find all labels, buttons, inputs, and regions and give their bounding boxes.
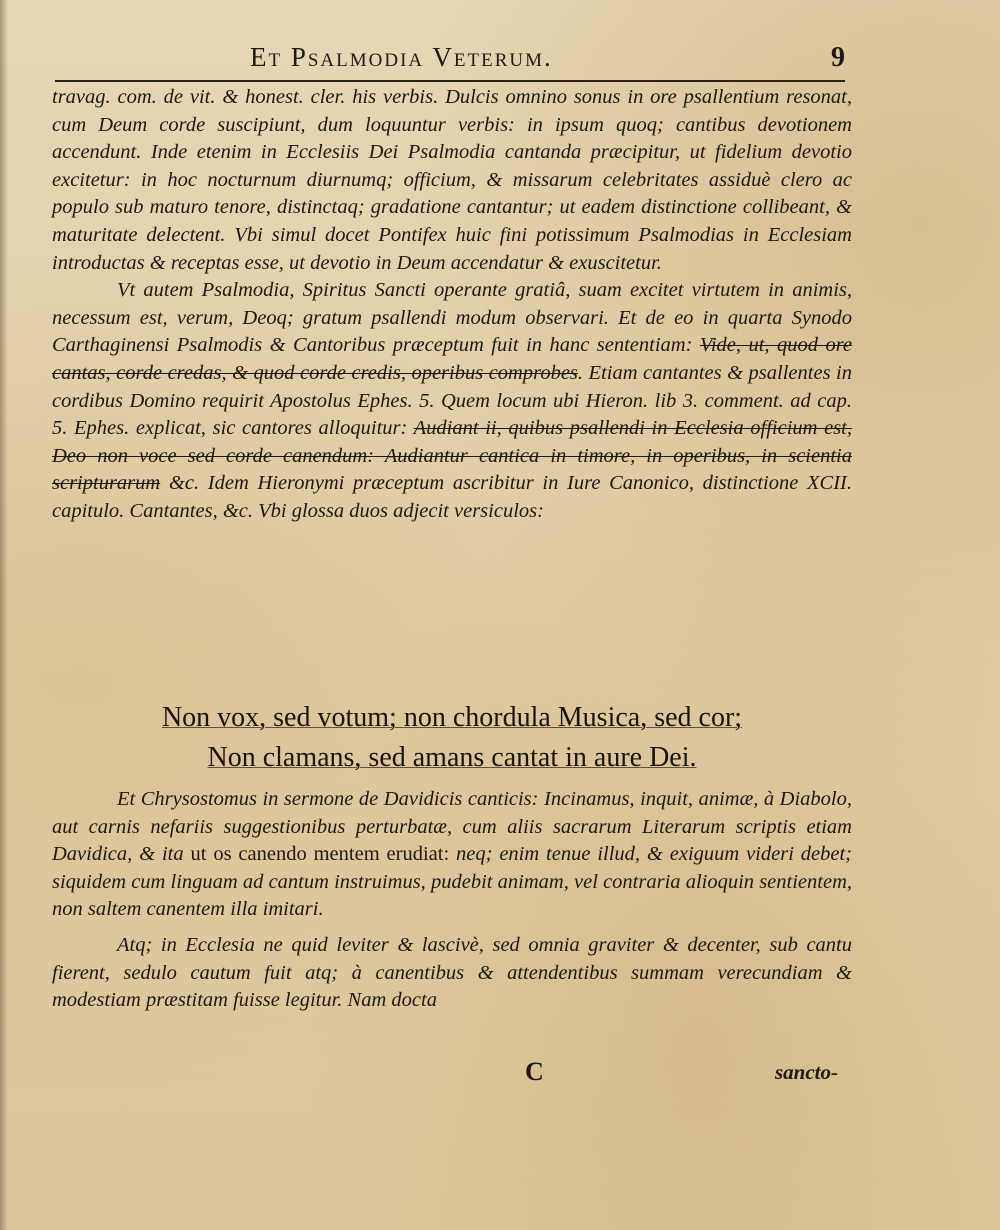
text-body	[52, 84, 852, 526]
page-gutter-shadow	[0, 0, 8, 1230]
verse-line-1-text: Non vox, sed votum; non chordula Musica, sed cor;	[161, 702, 743, 733]
verse-line-2	[52, 740, 852, 776]
catchword: sancto-	[775, 1060, 838, 1084]
text-body-lower	[52, 786, 852, 1015]
header-rule	[55, 80, 845, 82]
paragraph-1: travag. com. de vit. & honest. cler. his verbis. Dulcis omnino sonus in ore psallentium resonat, cum Deum corde suscipiunt, dum loquuntur verbis: in ipsum quoq; cantibus devotionem accendunt. Inde etenim in Ecclesiis Dei Psalmodia cantanda præcipitur, ut fidelium devotio excitetur: in hoc nocturnum diurnumq; officium, & missarum celebritates assiduè clero ac populo sub maturo tenore, distinctaq; gradatione cantantur; ut eadem distinctione collibeant, & maturitate delectent. Vbi simul docet Pontifex huic fini potissimum Psalmodias in Ecclesiam introductas & receptas esse, ut devotio in Deum accendatur & exuscitetur.	[52, 86, 852, 274]
paragraph-4-text-c: neq; enim tenue illud, & exiguum videri debet; siquidem cum linguam ad cantum instruimus, pudebit animam, vel contraria alioquin sentientem, non saltem canentem illa imitari.	[52, 843, 852, 921]
paragraph-5: Atq; in Ecclesia ne quid leviter & lascivè, sed omnia graviter & decenter, sub cantu fierent, sedulo cautum fuit atq; à canentibus & attendentibus summam verecundiam & modestiam præstitam fuisse legitur. Nam docta	[52, 933, 852, 1012]
verse-line-2-text: Non clamans, sed amans cantat in aure Dei.	[207, 742, 697, 773]
paragraph-2-text-c: . Etiam cantantes & psallentes in cordibus Domino requirit Apostolus Ephes. 5. Quem locum ubi Hieron. lib 3. comment. ad cap. 5. Ephes. explicat, sic cantores alloquitur:	[52, 361, 852, 440]
jerome-quote: Audiant ii, quibus psallendi in Ecclesia officium est, Deo non voce sed corde canendum: Audiantur cantica in timore, in operibus, in scientia scripturarum	[52, 417, 853, 495]
verse-line-1	[52, 700, 852, 736]
signature-mark: C	[525, 1057, 544, 1086]
paragraph-2	[52, 277, 852, 525]
page-number: 9	[831, 42, 845, 73]
paragraph-2-text-e: &c. Idem Hieronymi præceptum ascribitur in Iure Canonico, distinctione XCII. capitulo. Cantantes, &c. Vbi glossa duos adjecit versiculos:	[52, 472, 852, 522]
running-title: Et Psalmodia Veterum.	[250, 42, 553, 72]
paragraph-4	[52, 786, 852, 924]
paragraph-2-text-a: Vt autem Psalmodia, Spiritus Sancti operante gratiâ, suam excitet virtutem in animis, necessum est, verum, Deoq; gratum psallendi modum observari. Et de eo in quarta Synodo Carthaginensi Psalmodis & Cantoribus præceptum fuit in hanc sententiam:	[52, 279, 852, 357]
paragraph-4-text-a: Et Chrysostomus in sermone de Davidicis canticis: Incinamus, inquit, animæ, à Diabolo, aut carnis nefariis suggestionibus perturbatæ, cum aliis sacrarum Literarum scriptis etiam Davidica, & ita	[52, 788, 852, 866]
page-header	[55, 42, 845, 82]
paragraph-4-roman: ut os canendo mentem erudiat:	[190, 843, 450, 866]
synod-quote: Vide, ut, quod ore cantas, corde credas, & quod corde credis, operibus comprobes	[52, 334, 853, 384]
